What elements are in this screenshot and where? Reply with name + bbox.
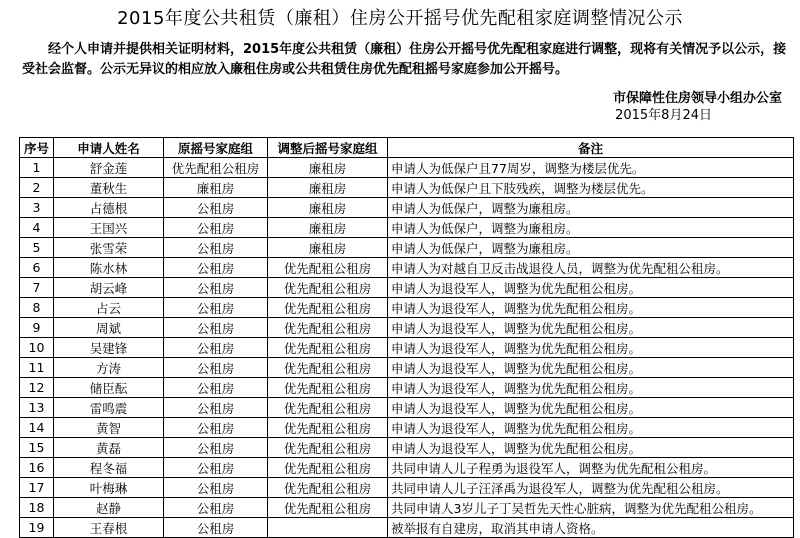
cell-remarks: 申请人为退役军人，调整为优先配租公租房。: [388, 318, 794, 338]
cell-adjusted-group: 廉租房: [268, 198, 388, 218]
cell-remarks: 申请人为退役军人，调整为优先配租公租房。: [388, 418, 794, 438]
cell-remarks: 共同申请人3岁儿子丁吴哲先天性心脏病，调整为优先配租公租房。: [388, 498, 794, 518]
cell-index: 2: [20, 178, 54, 198]
cell-adjusted-group: 优先配租公租房: [268, 358, 388, 378]
cell-remarks: 申请人为低保户，调整为廉租房。: [388, 238, 794, 258]
cell-original-group: 公租房: [164, 238, 268, 258]
cell-adjusted-group: 优先配租公租房: [268, 298, 388, 318]
cell-original-group: 公租房: [164, 258, 268, 278]
cell-applicant-name: 张雪荣: [54, 238, 164, 258]
cell-original-group: 公租房: [164, 198, 268, 218]
cell-remarks: 申请人为退役军人，调整为优先配租公租房。: [388, 298, 794, 318]
cell-index: 15: [20, 438, 54, 458]
cell-applicant-name: 雷鸣震: [54, 398, 164, 418]
cell-original-group: 公租房: [164, 278, 268, 298]
cell-adjusted-group: 优先配租公租房: [268, 398, 388, 418]
cell-original-group: 公租房: [164, 378, 268, 398]
cell-adjusted-group: 优先配租公租房: [268, 258, 388, 278]
header-original-group: 原摇号家庭组: [164, 138, 268, 158]
table-header-row: [20, 138, 794, 158]
issuing-organization: 市保障性住房领导小组办公室: [612, 91, 782, 106]
cell-index: 4: [20, 218, 54, 238]
cell-adjusted-group: 优先配租公租房: [268, 498, 388, 518]
cell-original-group: 公租房: [164, 518, 268, 538]
header-applicant-name: 申请人姓名: [54, 138, 164, 158]
cell-index: 8: [20, 298, 54, 318]
cell-adjusted-group: 优先配租公租房: [268, 478, 388, 498]
table-row: [20, 358, 794, 378]
intro-paragraph: 经个人申请并提供相关证明材料，2015年度公共租赁（廉租）住房公开摇号优先配租家庭进行调整，现将有关情况予以公示，接受社会监督。公示无异议的相应放入廉租住房或公共租赁住房优先配租摇号家庭参加公开摇号。: [22, 42, 787, 77]
cell-original-group: 公租房: [164, 418, 268, 438]
cell-index: 19: [20, 518, 54, 538]
cell-applicant-name: 占德根: [54, 198, 164, 218]
cell-applicant-name: 周斌: [54, 318, 164, 338]
cell-remarks: 申请人为退役军人，调整为优先配租公租房。: [388, 358, 794, 378]
cell-applicant-name: 舒金莲: [54, 158, 164, 178]
cell-original-group: 公租房: [164, 298, 268, 318]
cell-adjusted-group: 优先配租公租房: [268, 318, 388, 338]
cell-adjusted-group: 优先配租公租房: [268, 278, 388, 298]
cell-applicant-name: 王春根: [54, 518, 164, 538]
cell-adjusted-group: 优先配租公租房: [268, 458, 388, 478]
table-row: [20, 438, 794, 458]
cell-remarks: 申请人为退役军人，调整为优先配租公租房。: [388, 378, 794, 398]
cell-original-group: 公租房: [164, 218, 268, 238]
table-row: [20, 318, 794, 338]
cell-remarks: 申请人为退役军人，调整为优先配租公租房。: [388, 438, 794, 458]
cell-remarks: 申请人为退役军人，调整为优先配租公租房。: [388, 398, 794, 418]
table-row: [20, 218, 794, 238]
cell-applicant-name: 储臣酝: [54, 378, 164, 398]
cell-adjusted-group: 廉租房: [268, 238, 388, 258]
cell-remarks: 共同申请人儿子汪泽禹为退役军人，调整为优先配租公租房。: [388, 478, 794, 498]
cell-original-group: 廉租房: [164, 178, 268, 198]
cell-index: 9: [20, 318, 54, 338]
cell-remarks: 申请人为退役军人，调整为优先配租公租房。: [388, 278, 794, 298]
cell-original-group: 公租房: [164, 338, 268, 358]
cell-index: 11: [20, 358, 54, 378]
cell-applicant-name: 陈水林: [54, 258, 164, 278]
cell-applicant-name: 占云: [54, 298, 164, 318]
cell-remarks: 申请人为退役军人，调整为优先配租公租房。: [388, 338, 794, 358]
adjustment-table: [19, 137, 794, 538]
cell-index: 18: [20, 498, 54, 518]
cell-original-group: 公租房: [164, 478, 268, 498]
cell-index: 12: [20, 378, 54, 398]
cell-original-group: 公租房: [164, 398, 268, 418]
table-row: [20, 278, 794, 298]
cell-index: 16: [20, 458, 54, 478]
table-row: [20, 178, 794, 198]
table-row: [20, 238, 794, 258]
table-row: [20, 458, 794, 478]
cell-adjusted-group: 廉租房: [268, 158, 388, 178]
cell-applicant-name: 方涛: [54, 358, 164, 378]
table-row: [20, 478, 794, 498]
cell-adjusted-group: 廉租房: [268, 178, 388, 198]
cell-applicant-name: 黄智: [54, 418, 164, 438]
cell-applicant-name: 黄磊: [54, 438, 164, 458]
cell-remarks: 申请人为低保户且77周岁，调整为楼层优先。: [388, 158, 794, 178]
cell-adjusted-group: 优先配租公租房: [268, 338, 388, 358]
table-row: [20, 338, 794, 358]
cell-remarks: 申请人为对越自卫反击战退役人员，调整为优先配租公租房。: [388, 258, 794, 278]
cell-applicant-name: 胡云峰: [54, 278, 164, 298]
cell-adjusted-group: 优先配租公租房: [268, 438, 388, 458]
cell-remarks: 申请人为低保户且下肢残疾，调整为楼层优先。: [388, 178, 794, 198]
cell-adjusted-group: 优先配租公租房: [268, 418, 388, 438]
cell-applicant-name: 程冬福: [54, 458, 164, 478]
signature-block: [562, 90, 782, 124]
cell-remarks: 申请人为低保户，调整为廉租房。: [388, 198, 794, 218]
cell-index: 13: [20, 398, 54, 418]
table-row: [20, 498, 794, 518]
header-index: 序号: [20, 138, 54, 158]
table-row: [20, 398, 794, 418]
header-remarks: 备注: [388, 138, 794, 158]
table-row: [20, 198, 794, 218]
cell-index: 5: [20, 238, 54, 258]
table-row: [20, 158, 794, 178]
cell-original-group: 优先配租公租房: [164, 158, 268, 178]
cell-adjusted-group: 优先配租公租房: [268, 378, 388, 398]
cell-remarks: 申请人为低保户，调整为廉租房。: [388, 218, 794, 238]
issue-date: 2015年8月24日: [615, 108, 712, 123]
cell-applicant-name: 吴建锋: [54, 338, 164, 358]
cell-index: 14: [20, 418, 54, 438]
cell-applicant-name: 赵静: [54, 498, 164, 518]
table-row: [20, 298, 794, 318]
cell-applicant-name: 叶梅琳: [54, 478, 164, 498]
cell-index: 10: [20, 338, 54, 358]
cell-applicant-name: 董秋生: [54, 178, 164, 198]
cell-remarks: 被举报有自建房，取消其申请人资格。: [388, 518, 794, 538]
cell-adjusted-group: 廉租房: [268, 218, 388, 238]
cell-remarks: 共同申请人儿子程勇为退役军人，调整为优先配租公租房。: [388, 458, 794, 478]
table-row: [20, 258, 794, 278]
header-adjusted-group: 调整后摇号家庭组: [268, 138, 388, 158]
cell-index: 7: [20, 278, 54, 298]
cell-index: 17: [20, 478, 54, 498]
cell-index: 1: [20, 158, 54, 178]
cell-original-group: 公租房: [164, 358, 268, 378]
table-row: [20, 378, 794, 398]
page-title: 2015年度公共租赁（廉租）住房公开摇号优先配租家庭调整情况公示: [117, 8, 683, 29]
cell-index: 6: [20, 258, 54, 278]
cell-original-group: 公租房: [164, 438, 268, 458]
cell-index: 3: [20, 198, 54, 218]
cell-applicant-name: 王国兴: [54, 218, 164, 238]
cell-original-group: 公租房: [164, 498, 268, 518]
table-row: [20, 418, 794, 438]
cell-original-group: 公租房: [164, 458, 268, 478]
cell-original-group: 公租房: [164, 318, 268, 338]
